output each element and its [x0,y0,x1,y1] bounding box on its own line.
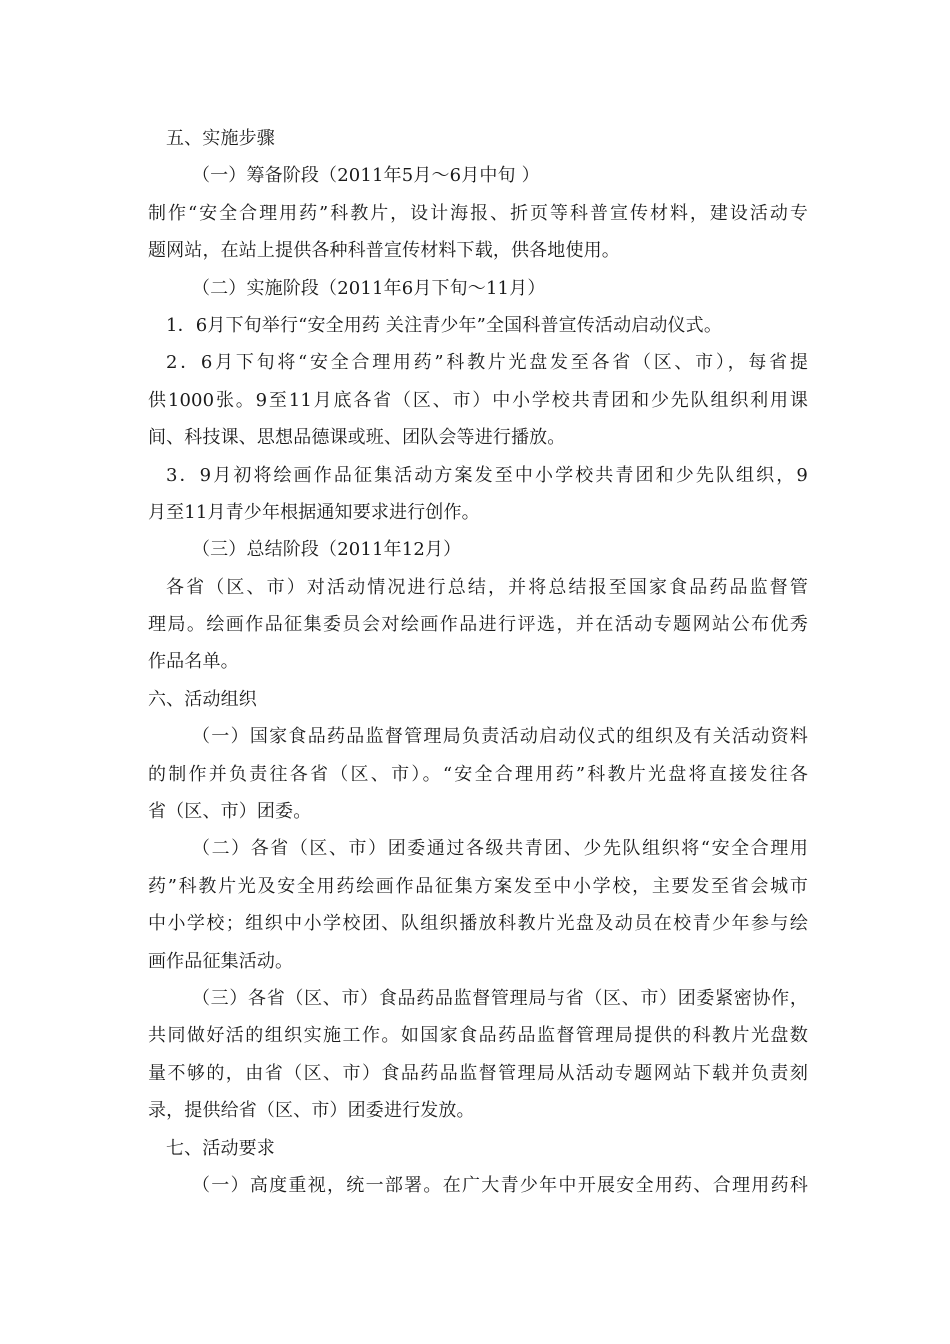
text-line: 药”科教片光及安全用药绘画作品征集方案发至中小学校，主要发至省会城市 [148,875,808,897]
text-line: 供1000张。9至11月底各省（区、市）中小学校共青团和少先队组织利用课 [148,389,808,411]
text-line: 六、活动组织 [148,688,257,710]
text-line: （二）各省（区、市）团委通过各级共青团、少先队组织将“安全合理用 [192,838,808,860]
text-line: 制作“安全合理用药”科教片，设计海报、折页等科普宣传材料，建设活动专 [148,202,808,224]
text-line: 间、科技课、思想品德课或班、团队会等进行播放。 [148,427,566,449]
text-line: 的制作并负责往各省（区、市）。“安全合理用药”科教片光盘将直接发往各 [148,763,808,785]
text-line: （一）筹备阶段（2011年5月～6月中旬 ） [192,165,540,187]
text-line: 录，提供给省（区、市）团委进行发放。 [148,1100,475,1122]
text-line: 各省（区、市）对活动情况进行总结，并将总结报至国家食品药品监督管 [166,576,808,598]
text-line: （二）实施阶段（2011年6月下旬～11月） [192,277,546,299]
text-line: 量不够的，由省（区、市）食品药品监督管理局从活动专题网站下载并负责刻 [148,1062,808,1084]
text-line: 题网站，在站上提供各种科普宣传材料下载，供各地使用。 [148,240,620,262]
text-line: 理局。绘画作品征集委员会对绘画作品进行评选，并在活动专题网站公布优秀 [148,614,808,636]
text-line: 作品名单。 [148,651,239,673]
document-body [148,120,808,1204]
text-line: 1．6月下旬举行“安全用药 关注青少年”全国科普宣传活动启动仪式。 [166,314,722,336]
text-line: 七、活动要求 [166,1137,275,1159]
text-line: 共同做好活的组织实施工作。如国家食品药品监督管理局提供的科教片光盘数 [148,1025,808,1047]
text-line: （三）总结阶段（2011年12月） [192,539,462,561]
text-line: 月至11月青少年根据通知要求进行创作。 [148,501,480,523]
text-line: 2．6月下旬将“安全合理用药”科教片光盘发至各省（区、市），每省提 [166,352,808,374]
text-line: 中小学校；组织中小学校团、队组织播放科教片光盘及动员在校青少年参与绘 [148,913,808,935]
text-line: 五、实施步骤 [166,128,275,149]
text-line: 省（区、市）团委。 [148,801,312,823]
text-line: 画作品征集活动。 [148,950,294,972]
text-line: （一）高度重视，统一部署。在广大青少年中开展安全用药、合理用药科 [192,1174,808,1196]
text-line: （三）各省（区、市）食品药品监督管理局与省（区、市）团委紧密协作， [192,987,808,1009]
text-line: （一）国家食品药品监督管理局负责活动启动仪式的组织及有关活动资料 [192,726,808,748]
text-line: 3．9月初将绘画作品征集活动方案发至中小学校共青团和少先队组织，9 [166,464,808,486]
